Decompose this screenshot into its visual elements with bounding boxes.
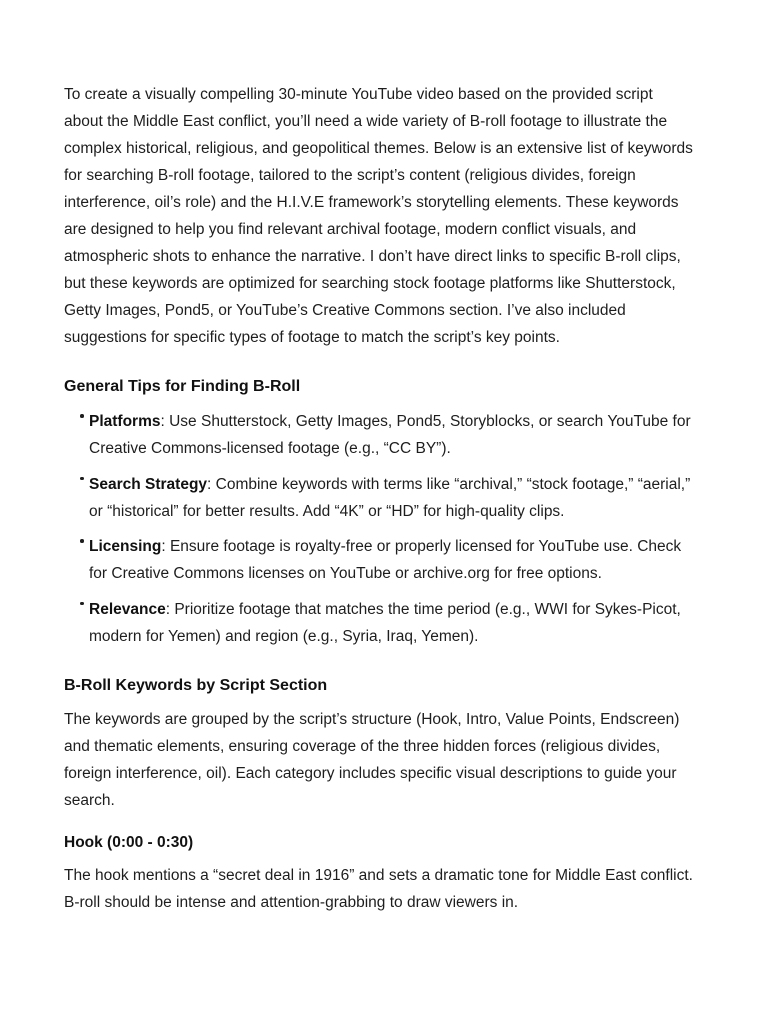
- intro-line: Getty Images, Pond5, or YouTube’s Creative Commons section. I’ve also included: [64, 302, 626, 319]
- hook-line: The hook mentions a “secret deal in 1916” and sets a dramatic tone for Middle East conflict.: [64, 866, 693, 884]
- tip-label: Licensing: [89, 538, 162, 555]
- tip-item-relevance: [89, 596, 768, 650]
- keywords-line: foreign interference, oil). Each category includes specific visual descriptions to guide your: [64, 764, 677, 782]
- tip-item-licensing: [89, 533, 768, 587]
- tip-item-search-strategy: [89, 471, 768, 525]
- tip-text: : Combine keywords with terms like “archival,” “stock footage,” “aerial,”: [207, 475, 691, 493]
- keywords-paragraph: [64, 706, 768, 814]
- tip-text: : Prioritize footage that matches the time period (e.g., WWI for Sykes-Picot,: [165, 600, 681, 618]
- tips-list: [64, 408, 768, 650]
- hook-paragraph: [64, 862, 768, 916]
- tip-line: or “historical” for better results. Add “4K” or “HD” for high-quality clips.: [89, 502, 565, 520]
- keywords-heading: B-Roll Keywords by Script Section: [64, 676, 328, 694]
- intro-line: are designed to help you find relevant archival footage, modern conflict visuals, and: [64, 221, 637, 238]
- intro-line: but these keywords are optimized for searching stock footage platforms like Shutterstock,: [64, 275, 676, 292]
- tip-text: : Use Shutterstock, Getty Images, Pond5, Storyblocks, or search YouTube for: [160, 413, 691, 430]
- tip-label: Platforms: [89, 413, 161, 430]
- tip-text: : Ensure footage is royalty-free or properly licensed for YouTube use. Check: [161, 538, 682, 555]
- intro-line: complex historical, religious, and geopolitical themes. Below is an extensive list of keywords: [64, 140, 693, 157]
- bullet-marker: [80, 539, 84, 543]
- tip-line: [89, 471, 768, 498]
- tips-heading: General Tips for Finding B-Roll: [64, 378, 301, 395]
- intro-paragraph: [64, 81, 768, 351]
- bullet-marker: [80, 414, 84, 418]
- intro-line: interference, oil’s role) and the H.I.V.E framework’s storytelling elements. These keywords: [64, 194, 679, 211]
- hook-heading: Hook (0:00 - 0:30): [64, 833, 194, 851]
- intro-line: about the Middle East conflict, you’ll need a wide variety of B-roll footage to illustrate the: [64, 113, 668, 130]
- intro-line: suggestions for specific types of footage to match the script’s key points.: [64, 329, 560, 346]
- tip-line: for Creative Commons licenses on YouTube or archive.org for free options.: [89, 565, 602, 582]
- keywords-line: search.: [64, 791, 115, 809]
- bullet-marker: [80, 477, 84, 481]
- tip-line: [89, 533, 768, 560]
- intro-line: atmospheric shots to enhance the narrative. I don’t have direct links to specific B-roll clips,: [64, 248, 681, 265]
- tip-label: Search Strategy: [89, 475, 208, 493]
- tip-item-platforms: [89, 408, 768, 462]
- keywords-line: and thematic elements, ensuring coverage of the three hidden forces (religious divides,: [64, 737, 661, 755]
- tip-label: Relevance: [89, 600, 166, 618]
- intro-line: To create a visually compelling 30-minute YouTube video based on the provided script: [64, 86, 653, 103]
- tip-line: modern for Yemen) and region (e.g., Syria, Iraq, Yemen).: [89, 627, 479, 645]
- hook-line: B-roll should be intense and attention-grabbing to draw viewers in.: [64, 893, 519, 911]
- tip-line: Creative Commons-licensed footage (e.g., “CC BY”).: [89, 440, 451, 457]
- keywords-line: The keywords are grouped by the script’s structure (Hook, Intro, Value Points, Endscreen): [64, 710, 680, 728]
- tip-line: [89, 408, 768, 435]
- intro-line: for searching B-roll footage, tailored to the script’s content (religious divides, foreign: [64, 167, 636, 184]
- bullet-marker: [80, 602, 84, 606]
- tip-line: [89, 596, 768, 623]
